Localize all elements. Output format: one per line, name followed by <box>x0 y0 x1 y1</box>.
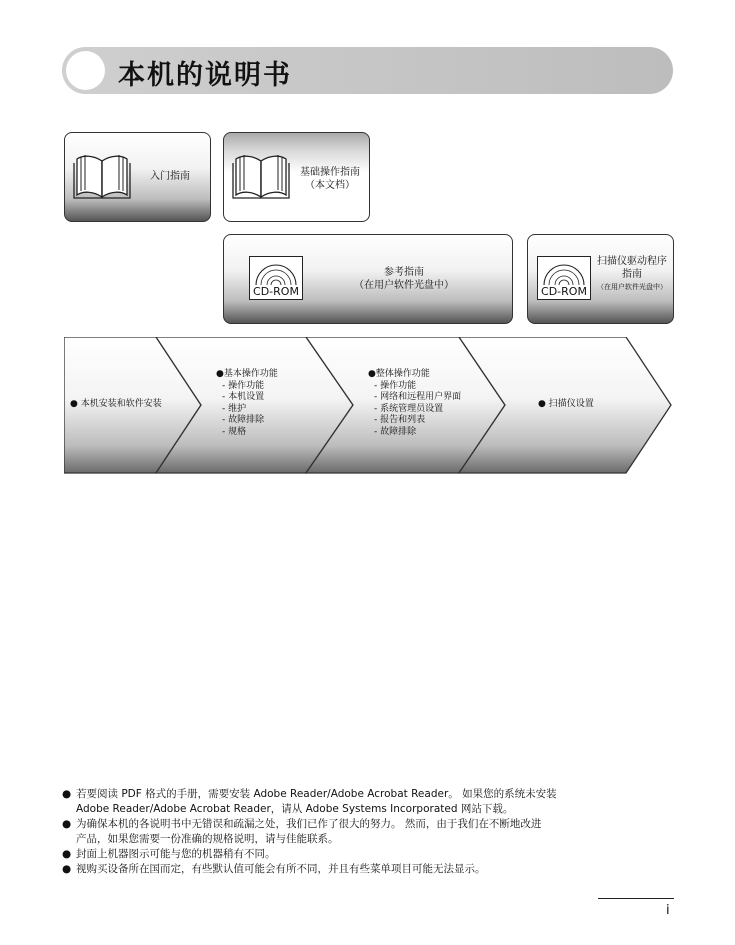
note-line: 视购买设备所在国而定，有些默认值可能会有所不同，并且有些菜单项目可能无法显示。 <box>76 863 486 875</box>
flow-step-title: 扫描仪设置 <box>548 399 594 409</box>
manual-reference <box>223 234 513 324</box>
bullet: ● <box>368 369 376 379</box>
manual-label: 入门指南 <box>150 171 190 182</box>
note-line: Adobe Reader/Adobe Acrobat Reader，请从 Adobe Systems Incorporated 网站下载。 <box>76 803 514 815</box>
manual-sublabel: （本文档） <box>305 180 355 191</box>
cd-rom-icon <box>249 256 303 300</box>
flow-step-title: 基本操作功能 <box>223 369 278 379</box>
book-icon <box>73 151 131 199</box>
cd-rom-label: CD-ROM <box>253 285 299 298</box>
page-number: i <box>666 903 670 918</box>
manual-basic-operation <box>223 132 370 222</box>
manual-sublabel: （在用户软件光盘中） <box>354 280 454 291</box>
title-circle-decoration <box>66 51 105 90</box>
bullet: ● <box>62 788 72 800</box>
flow-step-2 <box>216 369 278 438</box>
flow-step-1 <box>70 399 162 411</box>
note-line: 为确保本机的各说明书中无错误和疏漏之处，我们已作了很大的努力。 然而，由于我们在不断地改进 <box>76 818 542 830</box>
manual-sublabel: （在用户软件光盘中） <box>597 283 667 291</box>
flow-item: - 故障排除 <box>222 415 265 425</box>
bullet: ● <box>538 399 546 409</box>
note-item <box>62 787 672 817</box>
bullet: ● <box>62 848 72 860</box>
flow-item: - 系统管理员设置 <box>374 403 444 414</box>
notes-list <box>62 787 672 877</box>
title-bar <box>62 47 673 94</box>
manual-label-line2: 指南 <box>622 269 642 280</box>
note-item <box>62 847 672 862</box>
book-icon <box>232 151 290 199</box>
note-line: 若要阅读 PDF 格式的手册，需要安装 Adobe Reader/Adobe Acrobat Reader。 如果您的系统未安装 <box>76 788 557 800</box>
manual-label: 基础操作指南 <box>300 167 360 178</box>
page-title: 本机的说明书 <box>118 60 292 91</box>
flow-step-title: 本机安装和软件安装 <box>80 399 162 409</box>
page-number-rule <box>598 898 674 899</box>
flow-item: - 本机设置 <box>222 392 265 402</box>
flow-step-title: 整体操作功能 <box>375 369 430 379</box>
bullet: ● <box>70 399 78 409</box>
note-line: 封面上机器图示可能与您的机器稍有不同。 <box>76 848 276 860</box>
workflow-diagram <box>64 337 673 474</box>
note-item <box>62 862 672 877</box>
manual-label: 参考指南 <box>384 267 424 278</box>
flow-item: - 故障排除 <box>374 426 417 437</box>
cd-rom-label: CD-ROM <box>541 285 587 298</box>
flow-step-3 <box>368 369 461 438</box>
bullet: ● <box>62 863 72 875</box>
note-line: 产品，如果您需要一份准确的规格说明，请与佳能联系。 <box>76 833 339 845</box>
flow-step-4 <box>538 399 594 411</box>
flow-item: - 网络和远程用户界面 <box>374 392 462 402</box>
flow-item: - 规格 <box>222 426 247 437</box>
flow-item: - 操作功能 <box>222 380 265 391</box>
flow-item: - 维护 <box>222 403 247 414</box>
flow-item: - 报告和列表 <box>374 415 426 425</box>
bullet: ● <box>62 818 72 830</box>
manual-label: 扫描仪驱动程序 <box>597 256 667 267</box>
bullet: ● <box>216 369 224 379</box>
cd-rom-icon <box>537 256 591 300</box>
manual-getting-started <box>64 132 211 222</box>
note-item <box>62 817 672 847</box>
manual-scanner-driver <box>527 234 674 324</box>
flow-item: - 操作功能 <box>374 380 417 391</box>
